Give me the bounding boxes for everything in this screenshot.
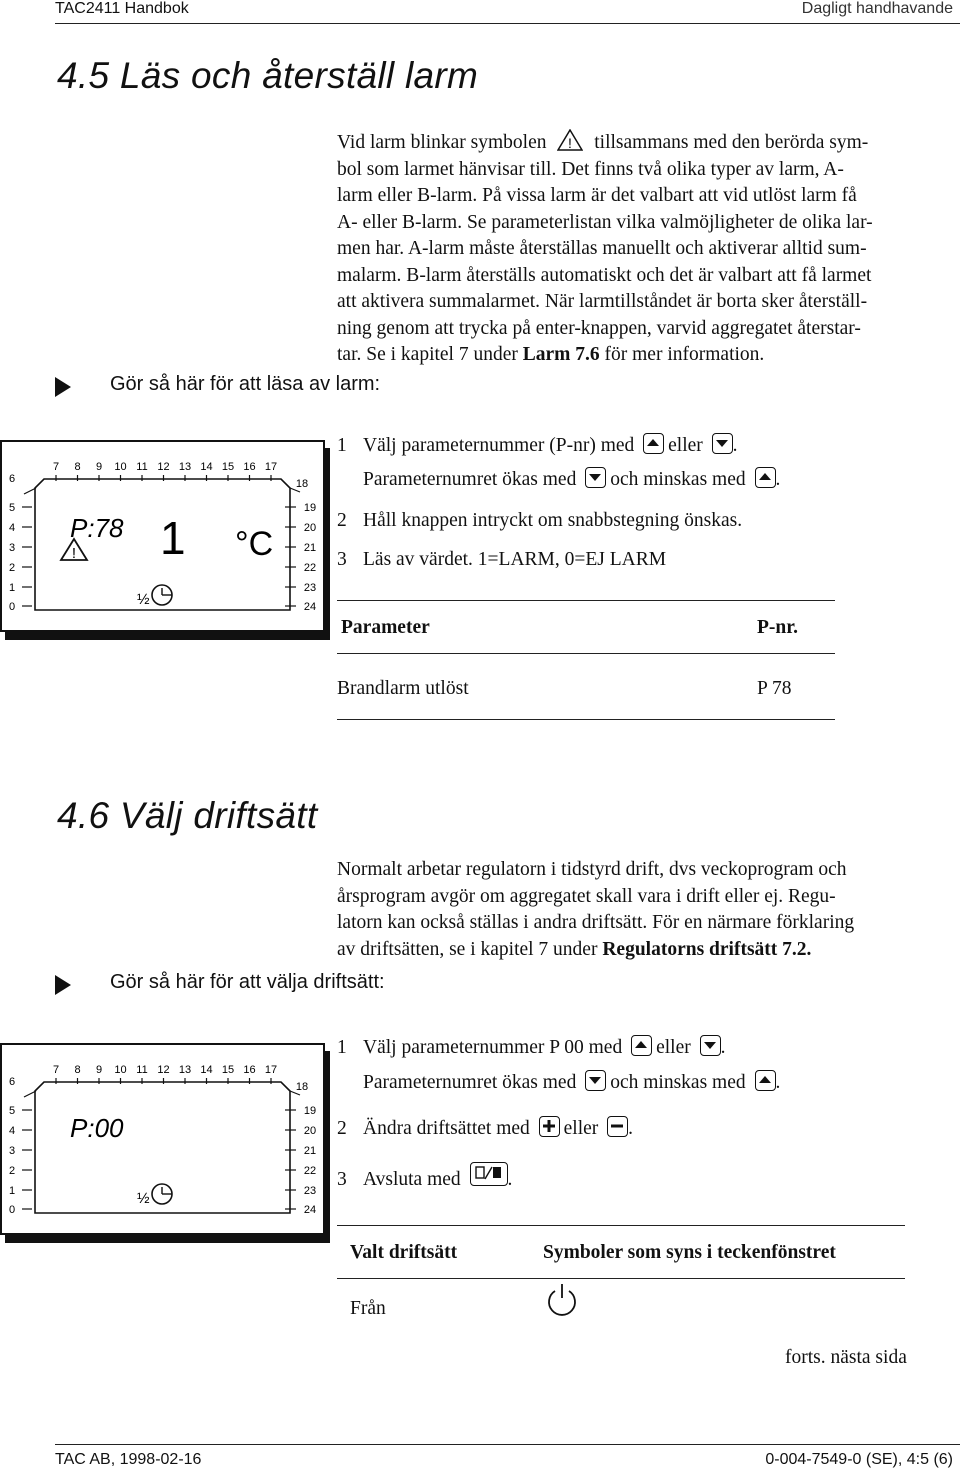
- step-text: .: [720, 1037, 726, 1058]
- down-key-icon: [700, 1035, 721, 1056]
- step-text: eller: [668, 435, 703, 456]
- half-symbol: ½: [137, 1190, 150, 1207]
- intro-first-text: Vid larm blinkar symbolen: [337, 132, 547, 153]
- scale-label-top: 11: [136, 461, 148, 473]
- step-2: [337, 1116, 633, 1142]
- step-number: 3: [337, 549, 347, 570]
- scale-label-right: 22: [303, 1165, 317, 1177]
- display-panel: [2, 1045, 323, 1233]
- scale-label-top: 14: [200, 1064, 213, 1076]
- intro-line: malarm. B-larm återställs automatiskt och det är valbart att få larmet: [337, 264, 872, 286]
- step-2: [337, 508, 742, 534]
- table-header-rule: [337, 1278, 905, 1279]
- scale-label-top: 10: [114, 1064, 127, 1076]
- scale-label-left: 6: [8, 473, 16, 485]
- step-text: eller: [563, 1118, 599, 1139]
- header-right: Dagligt handhavande: [801, 0, 953, 17]
- controller-display: [0, 440, 330, 640]
- value-readout: 1: [160, 512, 186, 564]
- minus-key-icon: [607, 1116, 628, 1137]
- table-cell-pnr: P 78: [757, 678, 792, 699]
- intro-line: ning genom att trycka på enter-knappen, varvid aggregatet återstar-: [337, 317, 861, 339]
- instruction-lead: Gör så här för att välja driftsätt:: [110, 971, 385, 993]
- up-key-icon: [643, 433, 664, 454]
- scale-label-left: 5: [8, 502, 16, 514]
- intro-line: att aktivera summalarmet. När larmtillståndet är borta sker återställ-: [337, 291, 868, 312]
- clock-icon: [152, 1184, 172, 1204]
- power-off-icon: [544, 1282, 580, 1318]
- step-3: [337, 1162, 512, 1193]
- instruction-lead: Gör så här för att läsa av larm:: [110, 373, 381, 395]
- step-3: [337, 547, 666, 573]
- table-top-rule: [337, 600, 835, 601]
- step-text: .: [775, 1072, 781, 1093]
- scale-label-right: 20: [303, 522, 317, 534]
- step-1-detail: [363, 467, 780, 493]
- scale-label-top: 14: [200, 461, 213, 473]
- step-text: och minskas med: [610, 469, 746, 490]
- scale-label-left: 2: [8, 1165, 16, 1177]
- half-symbol: ½: [137, 591, 150, 608]
- scale-label-right: 19: [303, 1105, 317, 1117]
- step-text: Välj parameternummer (P-nr) med: [363, 435, 635, 456]
- intro-line: larm eller B-larm. På vissa larm är det valbart att vid utlöst larm få: [337, 185, 857, 206]
- scale-label-left: 1: [8, 1185, 16, 1197]
- header-left: TAC2411 Handbok: [55, 0, 189, 17]
- pointer-arrow-icon: [55, 975, 71, 995]
- scale-label-left: 3: [8, 542, 16, 554]
- scale-label-top: 9: [95, 1064, 103, 1076]
- scale-label-top: 15: [221, 1064, 235, 1076]
- display-panel: [2, 442, 323, 630]
- scale-label-right: 20: [303, 1125, 317, 1137]
- scale-label-left: 3: [8, 1145, 16, 1157]
- step-text: Avsluta med: [363, 1169, 461, 1190]
- down-key-icon: [585, 467, 606, 488]
- down-key-icon: [585, 1070, 606, 1091]
- scale-label-right: 23: [303, 582, 317, 594]
- scale-label-top: 10: [114, 461, 127, 473]
- table-header-mode: Valt driftsätt: [350, 1242, 458, 1263]
- section-title-4-5: 4.5 Läs och återställ larm: [57, 55, 479, 96]
- warning-icon: [557, 129, 583, 151]
- scale-label-right: 21: [303, 542, 317, 554]
- step-text: .: [628, 1118, 634, 1139]
- step-text: .: [775, 469, 781, 490]
- chapter-reference: Regulatorns driftsätt 7.2.: [602, 938, 812, 960]
- svg-text:!: !: [71, 545, 77, 562]
- plus-key-icon: [539, 1116, 560, 1137]
- step-text: Parameternumret ökas med: [363, 1072, 577, 1093]
- section-title-4-6: 4.6 Välj driftsätt: [57, 795, 318, 836]
- step-number: 3: [337, 1169, 347, 1190]
- warning-mark: !: [568, 135, 573, 151]
- step-text: Läs av värdet. 1=LARM, 0=EJ LARM: [363, 549, 667, 570]
- scale-label-top: 9: [95, 461, 103, 473]
- pointer-arrow-icon: [55, 377, 71, 397]
- step-number: 1: [337, 1037, 347, 1058]
- scale-label-top: 11: [136, 1064, 148, 1076]
- table-bottom-rule: [337, 719, 835, 720]
- scale-label-top: 16: [243, 1064, 256, 1076]
- intro-line: men har. A-larm måste återställas manuellt och aktiverar alltid sum-: [337, 238, 867, 259]
- scale-label-right: 18: [295, 478, 309, 490]
- intro-line: av driftsätten, se i kapitel 7 under: [337, 938, 598, 960]
- scale-label-right: 19: [303, 502, 317, 514]
- scale-label-right: 24: [303, 1204, 317, 1216]
- scale-label-top: 7: [52, 461, 60, 473]
- scale-label-top: 8: [74, 1064, 81, 1076]
- scale-label-top: 17: [264, 461, 278, 473]
- step-text: Håll knappen intryckt om snabbstegning önskas.: [363, 510, 743, 531]
- intro-line: årsprogram avgör om aggregatet skall vara i drift eller ej. Regu-: [337, 885, 836, 907]
- table-header-parameter: Parameter: [341, 617, 430, 638]
- chapter-reference: Larm 7.6: [522, 344, 600, 365]
- step-1-detail: [363, 1070, 780, 1096]
- up-key-icon: [631, 1035, 652, 1056]
- scale-label-left: 0: [8, 1204, 16, 1216]
- table-header-symbols: Symboler som syns i teckenfönstret: [543, 1242, 836, 1263]
- intro-line: Normalt arbetar regulatorn i tidstyrd drift, dvs veckoprogram och: [337, 859, 847, 880]
- parameter-readout: P:00: [70, 1113, 124, 1143]
- continued-note: forts. nästa sida: [785, 1347, 907, 1368]
- scale-label-left: 1: [8, 582, 16, 594]
- step-1: [337, 1035, 725, 1061]
- parameter-readout: P:78: [70, 513, 124, 543]
- footer-left: TAC AB, 1998-02-16: [55, 1451, 202, 1468]
- table-header-rule: [337, 653, 835, 654]
- section-4-6-intro: [337, 857, 955, 963]
- scale-label-top: 12: [157, 461, 170, 473]
- footer-divider: [55, 1444, 960, 1445]
- intro-line: A- eller B-larm. Se parameterlistan vilka valmöjligheter de olika lar-: [337, 211, 873, 233]
- step-number: 2: [337, 510, 347, 531]
- intro-line: latorn kan också ställas i andra driftsätt. För en närmare förklaring: [337, 912, 855, 933]
- scale-label-left: 6: [8, 1076, 16, 1088]
- intro-line: tillsammans med den berörda sym-: [594, 132, 869, 153]
- scale-label-top: 15: [221, 461, 235, 473]
- scale-label-top: 8: [74, 461, 81, 473]
- clock-icon: [152, 585, 172, 605]
- scale-label-right: 24: [303, 601, 317, 613]
- header-divider: [55, 23, 960, 24]
- scale-label-top: 17: [264, 1064, 278, 1076]
- step-text: Parameternumret ökas med: [363, 469, 577, 490]
- step-text: Välj parameternummer P 00 med: [363, 1037, 623, 1058]
- scale-label-top: 13: [178, 1064, 192, 1076]
- scale-label-right: 18: [295, 1081, 309, 1093]
- table-cell-parameter: Brandlarm utlöst: [337, 678, 469, 699]
- scale-label-right: 23: [303, 1185, 317, 1197]
- step-text: och minskas med: [610, 1072, 746, 1093]
- scale-label-left: 2: [8, 562, 16, 574]
- table-top-rule: [337, 1225, 905, 1226]
- scale-label-top: 13: [178, 461, 192, 473]
- intro-line: för mer information.: [604, 344, 765, 365]
- scale-label-top: 16: [243, 461, 256, 473]
- down-key-icon: [712, 433, 733, 454]
- footer-right: 0-004-7549-0 (SE), 4:5 (6): [765, 1451, 953, 1468]
- up-key-icon: [755, 467, 776, 488]
- step-text: .: [732, 435, 738, 456]
- enter-key-icon: [470, 1162, 508, 1186]
- scale-label-left: 0: [8, 601, 16, 613]
- step-number: 2: [337, 1118, 347, 1139]
- intro-line: bol som larmet hänvisar till. Det finns två olika typer av larm, A-: [337, 158, 844, 180]
- intro-line: tar. Se i kapitel 7 under: [337, 344, 518, 365]
- scale-label-left: 4: [8, 522, 16, 534]
- controller-display: [0, 1043, 330, 1243]
- scale-label-right: 22: [303, 562, 317, 574]
- table-header-pnr: P-nr.: [757, 617, 798, 638]
- section-4-5-intro: [337, 129, 955, 369]
- up-key-icon: [755, 1070, 776, 1091]
- scale-label-top: 7: [52, 1064, 60, 1076]
- scale-label-left: 5: [8, 1105, 16, 1117]
- unit-readout: °C: [235, 525, 274, 563]
- scale-label-top: 12: [157, 1064, 170, 1076]
- scale-label-right: 21: [303, 1145, 317, 1157]
- step-text: .: [507, 1169, 513, 1190]
- scale-label-left: 4: [8, 1125, 16, 1137]
- step-text: Ändra driftsättet med: [363, 1118, 530, 1139]
- step-number: 1: [337, 435, 347, 456]
- table-cell-mode: Från: [350, 1298, 386, 1319]
- step-1: [337, 433, 738, 459]
- step-text: eller: [656, 1037, 691, 1058]
